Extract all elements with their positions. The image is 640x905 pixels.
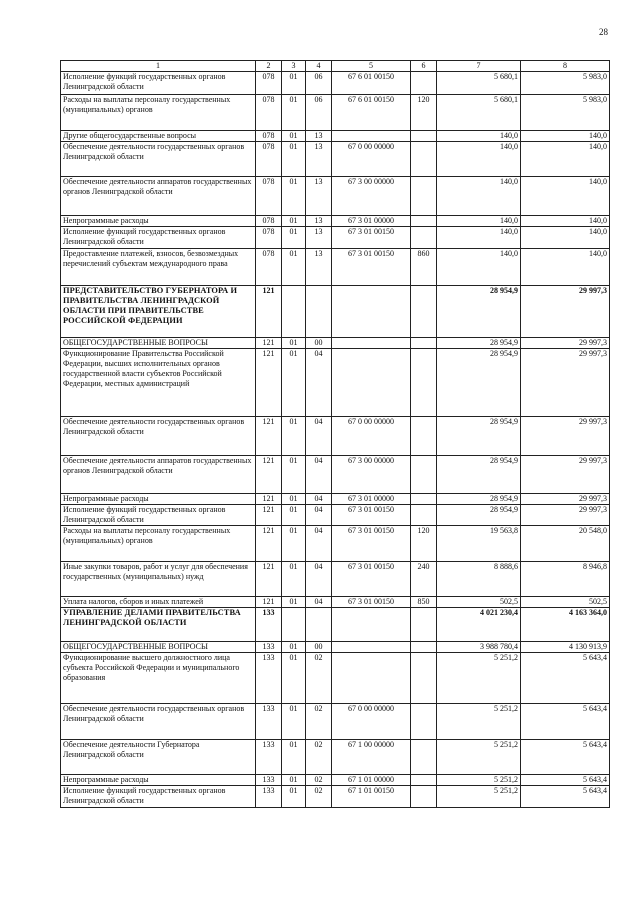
expense-type-code (411, 505, 437, 526)
amount-year2: 20 548,0 (521, 526, 610, 562)
row-name: Исполнение функций государственных органов Ленинградской области (61, 786, 256, 808)
section-code: 01 (282, 597, 306, 608)
table-row (61, 417, 610, 456)
column-number-header (61, 61, 610, 72)
target-article-code: 67 0 00 00000 (332, 142, 411, 177)
ministry-code: 078 (256, 227, 282, 249)
row-name: УПРАВЛЕНИЕ ДЕЛАМИ ПРАВИТЕЛЬСТВА ЛЕНИНГРАДСКОЙ ОБЛАСТИ (61, 608, 256, 642)
column-number: 3 (282, 61, 306, 72)
column-number: 2 (256, 61, 282, 72)
section-code: 01 (282, 142, 306, 177)
amount-year1: 3 988 780,4 (437, 642, 521, 653)
row-name: Исполнение функций государственных органов Ленинградской области (61, 227, 256, 249)
ministry-code: 078 (256, 177, 282, 216)
row-name: Исполнение функций государственных органов Ленинградской области (61, 72, 256, 95)
target-article-code: 67 1 01 00150 (332, 786, 411, 808)
section-code: 01 (282, 775, 306, 786)
amount-year2: 4 163 364,0 (521, 608, 610, 642)
target-article-code: 67 6 01 00150 (332, 95, 411, 131)
amount-year2: 5 643,4 (521, 653, 610, 704)
amount-year2: 29 997,3 (521, 338, 610, 349)
subsection-code: 02 (306, 740, 332, 775)
section-code: 01 (282, 642, 306, 653)
ministry-code: 133 (256, 740, 282, 775)
section-code: 01 (282, 72, 306, 95)
target-article-code (332, 642, 411, 653)
amount-year1: 28 954,9 (437, 494, 521, 505)
row-name: Иные закупки товаров, работ и услуг для обеспечения государственных (муниципальных) нужд (61, 562, 256, 597)
ministry-code: 078 (256, 216, 282, 227)
section-code: 01 (282, 456, 306, 494)
amount-year1: 5 680,1 (437, 72, 521, 95)
ministry-code: 121 (256, 526, 282, 562)
expense-type-code: 120 (411, 95, 437, 131)
subsection-code: 13 (306, 131, 332, 142)
amount-year2: 5 983,0 (521, 95, 610, 131)
ministry-code: 121 (256, 417, 282, 456)
row-name: Исполнение функций государственных органов Ленинградской области (61, 505, 256, 526)
subsection-code: 06 (306, 95, 332, 131)
table-row (61, 142, 610, 177)
amount-year2: 8 946,8 (521, 562, 610, 597)
table-row (61, 349, 610, 417)
table-row (61, 653, 610, 704)
expense-type-code (411, 740, 437, 775)
target-article-code (332, 131, 411, 142)
amount-year2: 140,0 (521, 131, 610, 142)
table-row (61, 642, 610, 653)
section-code: 01 (282, 338, 306, 349)
row-name: Непрограммные расходы (61, 494, 256, 505)
table-row (61, 704, 610, 740)
amount-year1: 28 954,9 (437, 505, 521, 526)
expense-type-code: 860 (411, 249, 437, 286)
target-article-code: 67 3 01 00150 (332, 249, 411, 286)
section-code: 01 (282, 177, 306, 216)
ministry-code: 121 (256, 338, 282, 349)
subsection-code: 13 (306, 227, 332, 249)
table-row (61, 526, 610, 562)
ministry-code: 121 (256, 456, 282, 494)
ministry-code: 133 (256, 775, 282, 786)
section-code (282, 286, 306, 338)
amount-year2: 5 643,4 (521, 704, 610, 740)
table-row (61, 740, 610, 775)
ministry-code: 121 (256, 349, 282, 417)
section-code: 01 (282, 95, 306, 131)
table-row (61, 338, 610, 349)
expense-type-code (411, 704, 437, 740)
expense-type-code (411, 653, 437, 704)
amount-year2: 29 997,3 (521, 286, 610, 338)
table-row (61, 131, 610, 142)
subsection-code: 00 (306, 338, 332, 349)
target-article-code: 67 3 00 00000 (332, 177, 411, 216)
section-code: 01 (282, 249, 306, 286)
amount-year1: 19 563,8 (437, 526, 521, 562)
ministry-code: 133 (256, 608, 282, 642)
table-row (61, 494, 610, 505)
ministry-code: 078 (256, 131, 282, 142)
amount-year1: 140,0 (437, 131, 521, 142)
ministry-code: 121 (256, 597, 282, 608)
table-row (61, 227, 610, 249)
ministry-code: 078 (256, 142, 282, 177)
target-article-code: 67 3 00 00000 (332, 456, 411, 494)
row-name: Непрограммные расходы (61, 216, 256, 227)
target-article-code: 67 6 01 00150 (332, 72, 411, 95)
amount-year1: 28 954,9 (437, 456, 521, 494)
amount-year1: 140,0 (437, 227, 521, 249)
page-number: 28 (599, 27, 608, 37)
section-code: 01 (282, 216, 306, 227)
table-row (61, 608, 610, 642)
table-row (61, 562, 610, 597)
expense-type-code (411, 286, 437, 338)
amount-year2: 140,0 (521, 249, 610, 286)
amount-year2: 140,0 (521, 177, 610, 216)
section-code: 01 (282, 653, 306, 704)
target-article-code: 67 1 00 00000 (332, 740, 411, 775)
amount-year2: 29 997,3 (521, 349, 610, 417)
column-number: 1 (61, 61, 256, 72)
expense-type-code (411, 349, 437, 417)
expense-type-code (411, 72, 437, 95)
target-article-code: 67 3 01 00000 (332, 216, 411, 227)
row-name: Другие общегосударственные вопросы (61, 131, 256, 142)
subsection-code: 04 (306, 505, 332, 526)
expense-type-code (411, 786, 437, 808)
amount-year1: 28 954,9 (437, 338, 521, 349)
row-name: Обеспечение деятельности государственных органов Ленинградской области (61, 704, 256, 740)
target-article-code (332, 286, 411, 338)
table-row (61, 456, 610, 494)
ministry-code: 121 (256, 286, 282, 338)
subsection-code (306, 286, 332, 338)
amount-year1: 5 680,1 (437, 95, 521, 131)
ministry-code: 133 (256, 642, 282, 653)
row-name: Расходы на выплаты персоналу государственных (муниципальных) органов (61, 526, 256, 562)
amount-year1: 28 954,9 (437, 349, 521, 417)
amount-year1: 5 251,2 (437, 786, 521, 808)
subsection-code: 02 (306, 704, 332, 740)
amount-year1: 140,0 (437, 249, 521, 286)
expense-type-code: 850 (411, 597, 437, 608)
table-row (61, 775, 610, 786)
target-article-code: 67 3 01 00150 (332, 227, 411, 249)
amount-year1: 5 251,2 (437, 653, 521, 704)
amount-year2: 29 997,3 (521, 456, 610, 494)
subsection-code: 06 (306, 72, 332, 95)
amount-year1: 28 954,9 (437, 417, 521, 456)
subsection-code: 02 (306, 775, 332, 786)
column-number: 7 (437, 61, 521, 72)
subsection-code: 04 (306, 417, 332, 456)
amount-year1: 8 888,6 (437, 562, 521, 597)
expense-type-code (411, 338, 437, 349)
row-name: Функционирование высшего должностного лица субъекта Российской Федерации и муниципального образования (61, 653, 256, 704)
amount-year2: 5 983,0 (521, 72, 610, 95)
budget-table (60, 60, 610, 808)
row-name: Обеспечение деятельности аппаратов государственных органов Ленинградской области (61, 177, 256, 216)
expense-type-code (411, 131, 437, 142)
table-row (61, 597, 610, 608)
target-article-code (332, 608, 411, 642)
row-name: Обеспечение деятельности Губернатора Ленинградской области (61, 740, 256, 775)
amount-year1: 4 021 230,4 (437, 608, 521, 642)
amount-year1: 5 251,2 (437, 740, 521, 775)
ministry-code: 121 (256, 494, 282, 505)
table-row (61, 95, 610, 131)
expense-type-code (411, 142, 437, 177)
subsection-code: 02 (306, 653, 332, 704)
subsection-code: 13 (306, 216, 332, 227)
section-code (282, 608, 306, 642)
expense-type-code (411, 456, 437, 494)
target-article-code: 67 0 00 00000 (332, 704, 411, 740)
target-article-code: 67 3 01 00150 (332, 562, 411, 597)
expense-type-code: 120 (411, 526, 437, 562)
ministry-code: 133 (256, 653, 282, 704)
expense-type-code (411, 642, 437, 653)
expense-type-code (411, 417, 437, 456)
target-article-code (332, 653, 411, 704)
section-code: 01 (282, 131, 306, 142)
column-number: 5 (332, 61, 411, 72)
row-name: Обеспечение деятельности государственных органов Ленинградской области (61, 417, 256, 456)
subsection-code: 04 (306, 562, 332, 597)
amount-year2: 140,0 (521, 142, 610, 177)
subsection-code: 04 (306, 456, 332, 494)
row-name: Уплата налогов, сборов и иных платежей (61, 597, 256, 608)
subsection-code: 13 (306, 249, 332, 286)
expense-type-code (411, 216, 437, 227)
row-name: Предоставление платежей, взносов, безвозмездных перечислений субъектам международного права (61, 249, 256, 286)
target-article-code: 67 1 01 00000 (332, 775, 411, 786)
subsection-code: 04 (306, 494, 332, 505)
subsection-code: 04 (306, 349, 332, 417)
amount-year2: 502,5 (521, 597, 610, 608)
column-number: 4 (306, 61, 332, 72)
expense-type-code: 240 (411, 562, 437, 597)
amount-year1: 140,0 (437, 142, 521, 177)
section-code: 01 (282, 740, 306, 775)
target-article-code (332, 349, 411, 417)
ministry-code: 078 (256, 95, 282, 131)
section-code: 01 (282, 349, 306, 417)
target-article-code (332, 338, 411, 349)
subsection-code: 02 (306, 786, 332, 808)
row-name: ПРЕДСТАВИТЕЛЬСТВО ГУБЕРНАТОРА И ПРАВИТЕЛЬСТВА ЛЕНИНГРАДСКОЙ ОБЛАСТИ ПРИ ПРАВИТЕЛЬСТВЕ РОССИЙСКОЙ ФЕДЕРАЦИИ (61, 286, 256, 338)
table-row (61, 505, 610, 526)
amount-year2: 29 997,3 (521, 505, 610, 526)
ministry-code: 133 (256, 704, 282, 740)
amount-year2: 5 643,4 (521, 786, 610, 808)
table-row (61, 786, 610, 808)
amount-year1: 28 954,9 (437, 286, 521, 338)
expense-type-code (411, 608, 437, 642)
amount-year1: 5 251,2 (437, 775, 521, 786)
amount-year2: 140,0 (521, 227, 610, 249)
expense-type-code (411, 177, 437, 216)
target-article-code: 67 3 01 00150 (332, 505, 411, 526)
amount-year2: 29 997,3 (521, 417, 610, 456)
section-code: 01 (282, 704, 306, 740)
ministry-code: 121 (256, 562, 282, 597)
ministry-code: 121 (256, 505, 282, 526)
row-name: Обеспечение деятельности государственных органов Ленинградской области (61, 142, 256, 177)
amount-year2: 4 130 913,9 (521, 642, 610, 653)
amount-year1: 5 251,2 (437, 704, 521, 740)
subsection-code: 04 (306, 597, 332, 608)
row-name: Расходы на выплаты персоналу государственных (муниципальных) органов (61, 95, 256, 131)
target-article-code: 67 3 01 00150 (332, 597, 411, 608)
section-code: 01 (282, 562, 306, 597)
expense-type-code (411, 227, 437, 249)
row-name: ОБЩЕГОСУДАРСТВЕННЫЕ ВОПРОСЫ (61, 642, 256, 653)
column-number: 6 (411, 61, 437, 72)
ministry-code: 078 (256, 249, 282, 286)
section-code: 01 (282, 417, 306, 456)
amount-year1: 140,0 (437, 216, 521, 227)
amount-year2: 5 643,4 (521, 775, 610, 786)
section-code: 01 (282, 786, 306, 808)
section-code: 01 (282, 505, 306, 526)
table-row (61, 249, 610, 286)
section-code: 01 (282, 494, 306, 505)
expense-type-code (411, 775, 437, 786)
section-code: 01 (282, 526, 306, 562)
amount-year2: 5 643,4 (521, 740, 610, 775)
target-article-code: 67 3 01 00000 (332, 494, 411, 505)
table-row (61, 177, 610, 216)
ministry-code: 078 (256, 72, 282, 95)
target-article-code: 67 3 01 00150 (332, 526, 411, 562)
expense-type-code (411, 494, 437, 505)
subsection-code: 04 (306, 526, 332, 562)
row-name: ОБЩЕГОСУДАРСТВЕННЫЕ ВОПРОСЫ (61, 338, 256, 349)
table-row (61, 216, 610, 227)
row-name: Непрограммные расходы (61, 775, 256, 786)
subsection-code: 00 (306, 642, 332, 653)
subsection-code: 13 (306, 142, 332, 177)
amount-year1: 140,0 (437, 177, 521, 216)
table-row (61, 286, 610, 338)
row-name: Функционирование Правительства Российской Федерации, высших исполнительных органов государственной власти субъектов Российской Федерации, местных администраций (61, 349, 256, 417)
ministry-code: 133 (256, 786, 282, 808)
row-name: Обеспечение деятельности аппаратов государственных органов Ленинградской области (61, 456, 256, 494)
table-row (61, 72, 610, 95)
section-code: 01 (282, 227, 306, 249)
amount-year2: 29 997,3 (521, 494, 610, 505)
amount-year2: 140,0 (521, 216, 610, 227)
target-article-code: 67 0 00 00000 (332, 417, 411, 456)
subsection-code (306, 608, 332, 642)
column-number: 8 (521, 61, 610, 72)
subsection-code: 13 (306, 177, 332, 216)
amount-year1: 502,5 (437, 597, 521, 608)
